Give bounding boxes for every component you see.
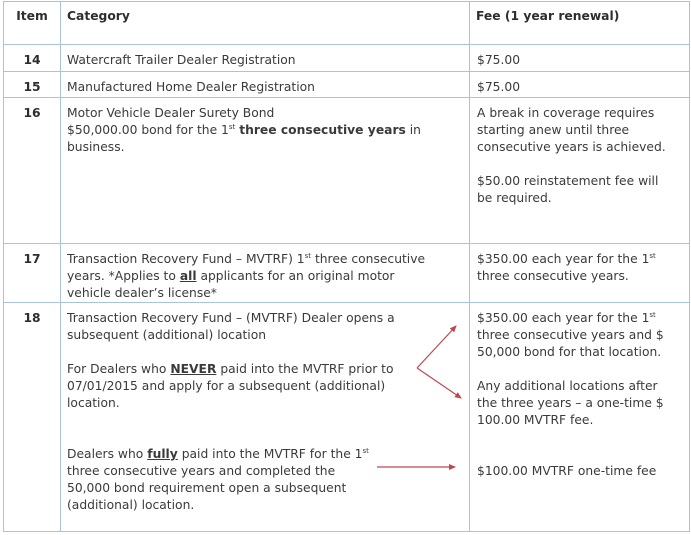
item-number: 16 xyxy=(4,98,61,244)
category-line xyxy=(67,361,465,378)
category-text: paid into the MVTRF for the 1 xyxy=(177,447,363,461)
category-text: in xyxy=(405,123,421,137)
fee-line: A break in coverage requires xyxy=(477,106,655,120)
category-text: paid into the MVTRF prior to xyxy=(216,362,394,376)
fee-cell: $75.00 xyxy=(470,72,690,98)
fee-cell xyxy=(470,98,690,244)
category-cell xyxy=(61,244,470,303)
category-line xyxy=(67,251,465,268)
emphasis-text: fully xyxy=(147,447,178,461)
fee-line: $100.00 MVTRF one-time fee xyxy=(477,464,657,478)
table-row xyxy=(4,303,690,532)
category-text: years. *Applies to xyxy=(67,269,180,283)
table-row xyxy=(4,45,690,72)
fee-cell xyxy=(470,303,690,532)
fee-line: 50,000 bond for that location. xyxy=(477,345,662,359)
fee-line: starting anew until three xyxy=(477,123,630,137)
fee-text: $350.00 each year for the 1 xyxy=(477,252,650,266)
table-row xyxy=(4,72,690,98)
fee-line: 100.00 MVTRF fee. xyxy=(477,413,594,427)
category-line: business. xyxy=(67,140,125,154)
emphasis-text: NEVER xyxy=(170,362,217,376)
category-text: applicants for an original motor xyxy=(196,269,395,283)
category-line: (additional) location. xyxy=(67,498,195,512)
ordinal-suffix: st xyxy=(304,252,312,260)
category-text: three consecutive xyxy=(311,252,426,266)
category-cell: Manufactured Home Dealer Registration xyxy=(61,72,470,98)
fee-line: be required. xyxy=(477,191,552,205)
category-line: Motor Vehicle Dealer Surety Bond xyxy=(67,106,275,120)
category-text: Transaction Recovery Fund – MVTRF) 1 xyxy=(67,252,305,266)
table-row xyxy=(4,98,690,244)
category-line xyxy=(67,446,465,463)
category-line: location. xyxy=(67,396,120,410)
fee-line: three consecutive years. xyxy=(477,269,629,283)
fee-line: three consecutive years and $ xyxy=(477,328,664,342)
table-header-row xyxy=(4,2,690,45)
emphasis-text: three consecutive years xyxy=(239,123,406,137)
category-line xyxy=(67,268,465,285)
header-category: Category xyxy=(61,2,470,45)
ordinal-suffix: st xyxy=(362,447,369,455)
category-line: Transaction Recovery Fund – (MVTRF) Dealer opens a xyxy=(67,311,395,325)
fee-cell xyxy=(470,244,690,303)
category-text: For Dealers who xyxy=(67,362,171,376)
header-item: Item xyxy=(4,2,61,45)
item-number: 14 xyxy=(4,45,61,72)
category-cell xyxy=(61,98,470,244)
category-cell: Watercraft Trailer Dealer Registration xyxy=(61,45,470,72)
fee-table xyxy=(3,1,690,532)
fee-line: consecutive years is achieved. xyxy=(477,140,666,154)
fee-line: the three years – a one-time $ xyxy=(477,396,664,410)
fee-line xyxy=(477,310,685,327)
header-fee: Fee (1 year renewal) xyxy=(470,2,690,45)
category-line: 07/01/2015 and apply for a subsequent (additional) xyxy=(67,379,386,393)
fee-text: $350.00 each year for the 1 xyxy=(477,311,650,325)
ordinal-suffix: st xyxy=(649,311,656,319)
category-cell xyxy=(61,303,470,532)
emphasis-text: all xyxy=(179,269,197,283)
category-line: 50,000 bond requirement open a subsequent xyxy=(67,481,347,495)
category-line: vehicle dealer’s license* xyxy=(67,286,217,300)
category-text: Dealers who xyxy=(67,447,148,461)
fee-line: $50.00 reinstatement fee will xyxy=(477,174,659,188)
category-line xyxy=(67,122,465,139)
ordinal-suffix: st xyxy=(649,252,656,260)
category-line: three consecutive years and completed the xyxy=(67,464,336,478)
fee-line xyxy=(477,251,685,268)
category-text: $50,000.00 bond for the 1 xyxy=(67,123,229,137)
item-number: 17 xyxy=(4,244,61,303)
ordinal-suffix: st xyxy=(228,123,236,131)
fee-line: Any additional locations after xyxy=(477,379,658,393)
table-row xyxy=(4,244,690,303)
item-number: 18 xyxy=(4,303,61,532)
category-line: subsequent (additional) location xyxy=(67,328,267,342)
item-number: 15 xyxy=(4,72,61,98)
fee-cell: $75.00 xyxy=(470,45,690,72)
